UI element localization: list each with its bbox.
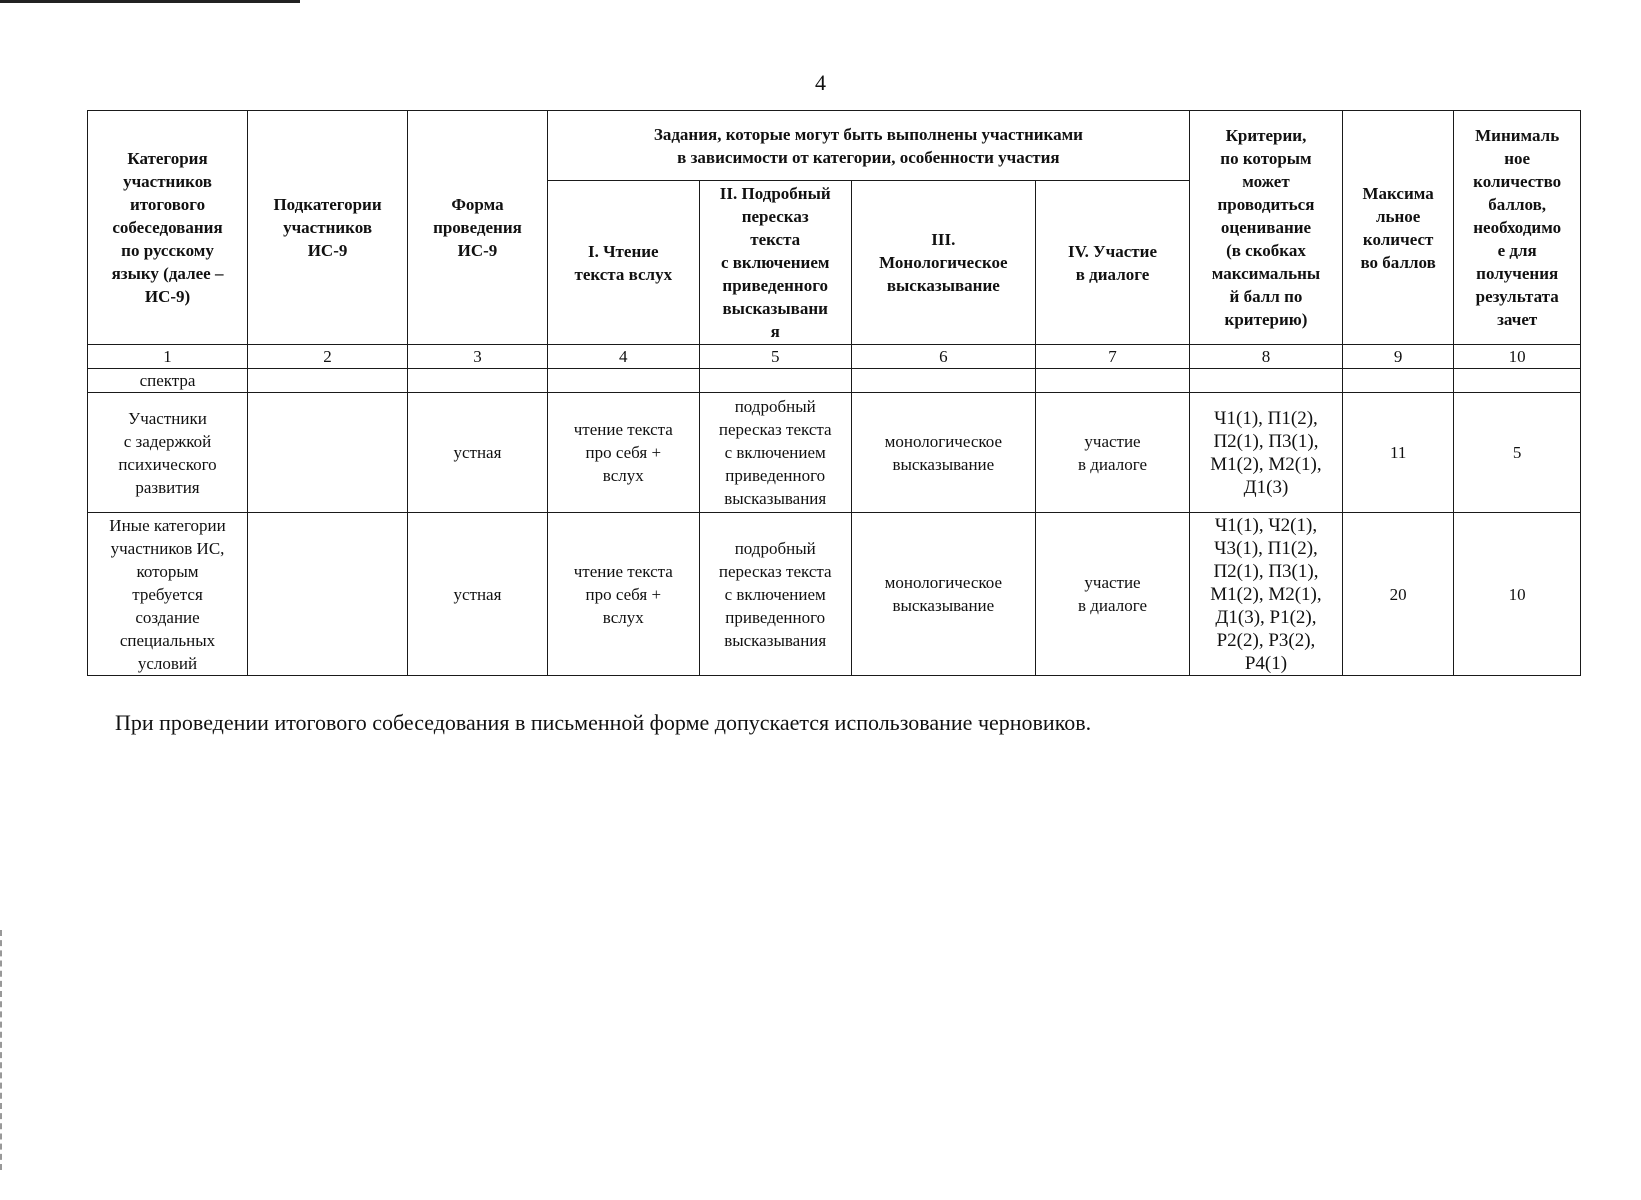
empty-cell — [408, 369, 548, 393]
row-form: устная — [408, 393, 548, 513]
row-reading: чтение текста про себя + вслух — [547, 393, 699, 513]
header-retelling: II. Подробный пересказ текста с включением приведенного высказывани я — [699, 181, 851, 345]
header-row-top — [88, 111, 1581, 181]
row-max-score: 20 — [1342, 513, 1453, 676]
row-monologue: монологическое высказывание — [851, 393, 1035, 513]
row-subcategory — [248, 393, 408, 513]
column-number: 10 — [1454, 345, 1581, 369]
row-category: Иные категории участников ИС, которым требуется создание специальных условий — [88, 513, 248, 676]
header-criteria: Критерии, по которым может проводиться оценивание (в скобках максимальны й балл по критерию) — [1190, 111, 1343, 345]
empty-cell — [1454, 369, 1581, 393]
page-number: 4 — [815, 70, 826, 95]
scan-margin-marks — [0, 930, 5, 1170]
empty-cell — [699, 369, 851, 393]
column-number: 8 — [1190, 345, 1343, 369]
continuation-cell: спектра — [88, 369, 248, 393]
table-row — [88, 513, 1581, 676]
header-form: Форма проведения ИС-9 — [408, 111, 548, 345]
column-number: 1 — [88, 345, 248, 369]
empty-cell — [547, 369, 699, 393]
column-number-row — [88, 345, 1581, 369]
column-number: 6 — [851, 345, 1035, 369]
row-criteria: Ч1(1), Ч2(1), Ч3(1), П1(2), П2(1), П3(1), М1(2), М2(1), Д1(3), Р1(2), Р2(2), Р3(2), Р4(1) — [1190, 513, 1343, 676]
column-number: 7 — [1036, 345, 1190, 369]
row-subcategory — [248, 513, 408, 676]
header-max-score: Максима льное количест во баллов — [1342, 111, 1453, 345]
table-row — [88, 393, 1581, 513]
empty-cell — [248, 369, 408, 393]
continuation-row — [88, 369, 1581, 393]
row-category: Участники с задержкой психического развития — [88, 393, 248, 513]
empty-cell — [1342, 369, 1453, 393]
header-dialogue: IV. Участие в диалоге — [1036, 181, 1190, 345]
column-number: 4 — [547, 345, 699, 369]
column-number: 2 — [248, 345, 408, 369]
header-category: Категория участников итогового собеседования по русскому языку (далее – ИС-9) — [88, 111, 248, 345]
row-dialogue: участие в диалоге — [1036, 393, 1190, 513]
header-monologue: III. Монологическое высказывание — [851, 181, 1035, 345]
column-number: 5 — [699, 345, 851, 369]
row-min-score: 10 — [1454, 513, 1581, 676]
row-dialogue: участие в диалоге — [1036, 513, 1190, 676]
empty-cell — [1036, 369, 1190, 393]
row-form: устная — [408, 513, 548, 676]
row-retelling: подробный пересказ текста с включением приведенного высказывания — [699, 513, 851, 676]
column-number: 9 — [1342, 345, 1453, 369]
row-retelling: подробный пересказ текста с включением приведенного высказывания — [699, 393, 851, 513]
row-min-score: 5 — [1454, 393, 1581, 513]
empty-cell — [1190, 369, 1343, 393]
row-reading: чтение текста про себя + вслух — [547, 513, 699, 676]
header-reading: I. Чтение текста вслух — [547, 181, 699, 345]
column-number: 3 — [408, 345, 548, 369]
empty-cell — [851, 369, 1035, 393]
drafts-note: При проведении итогового собеседования в письменной форме допускается использование черновиков. — [115, 710, 1092, 735]
header-tasks-group: Задания, которые могут быть выполнены участниками в зависимости от категории, особенности участия — [547, 111, 1189, 181]
top-rule — [0, 0, 300, 3]
row-monologue: монологическое высказывание — [851, 513, 1035, 676]
criteria-table — [87, 110, 1581, 676]
header-subcategory: Подкатегории участников ИС-9 — [248, 111, 408, 345]
row-max-score: 11 — [1342, 393, 1453, 513]
header-min-score: Минималь ное количество баллов, необходимо е для получения результата зачет — [1454, 111, 1581, 345]
row-criteria: Ч1(1), П1(2), П2(1), П3(1), М1(2), М2(1), Д1(3) — [1190, 393, 1343, 513]
